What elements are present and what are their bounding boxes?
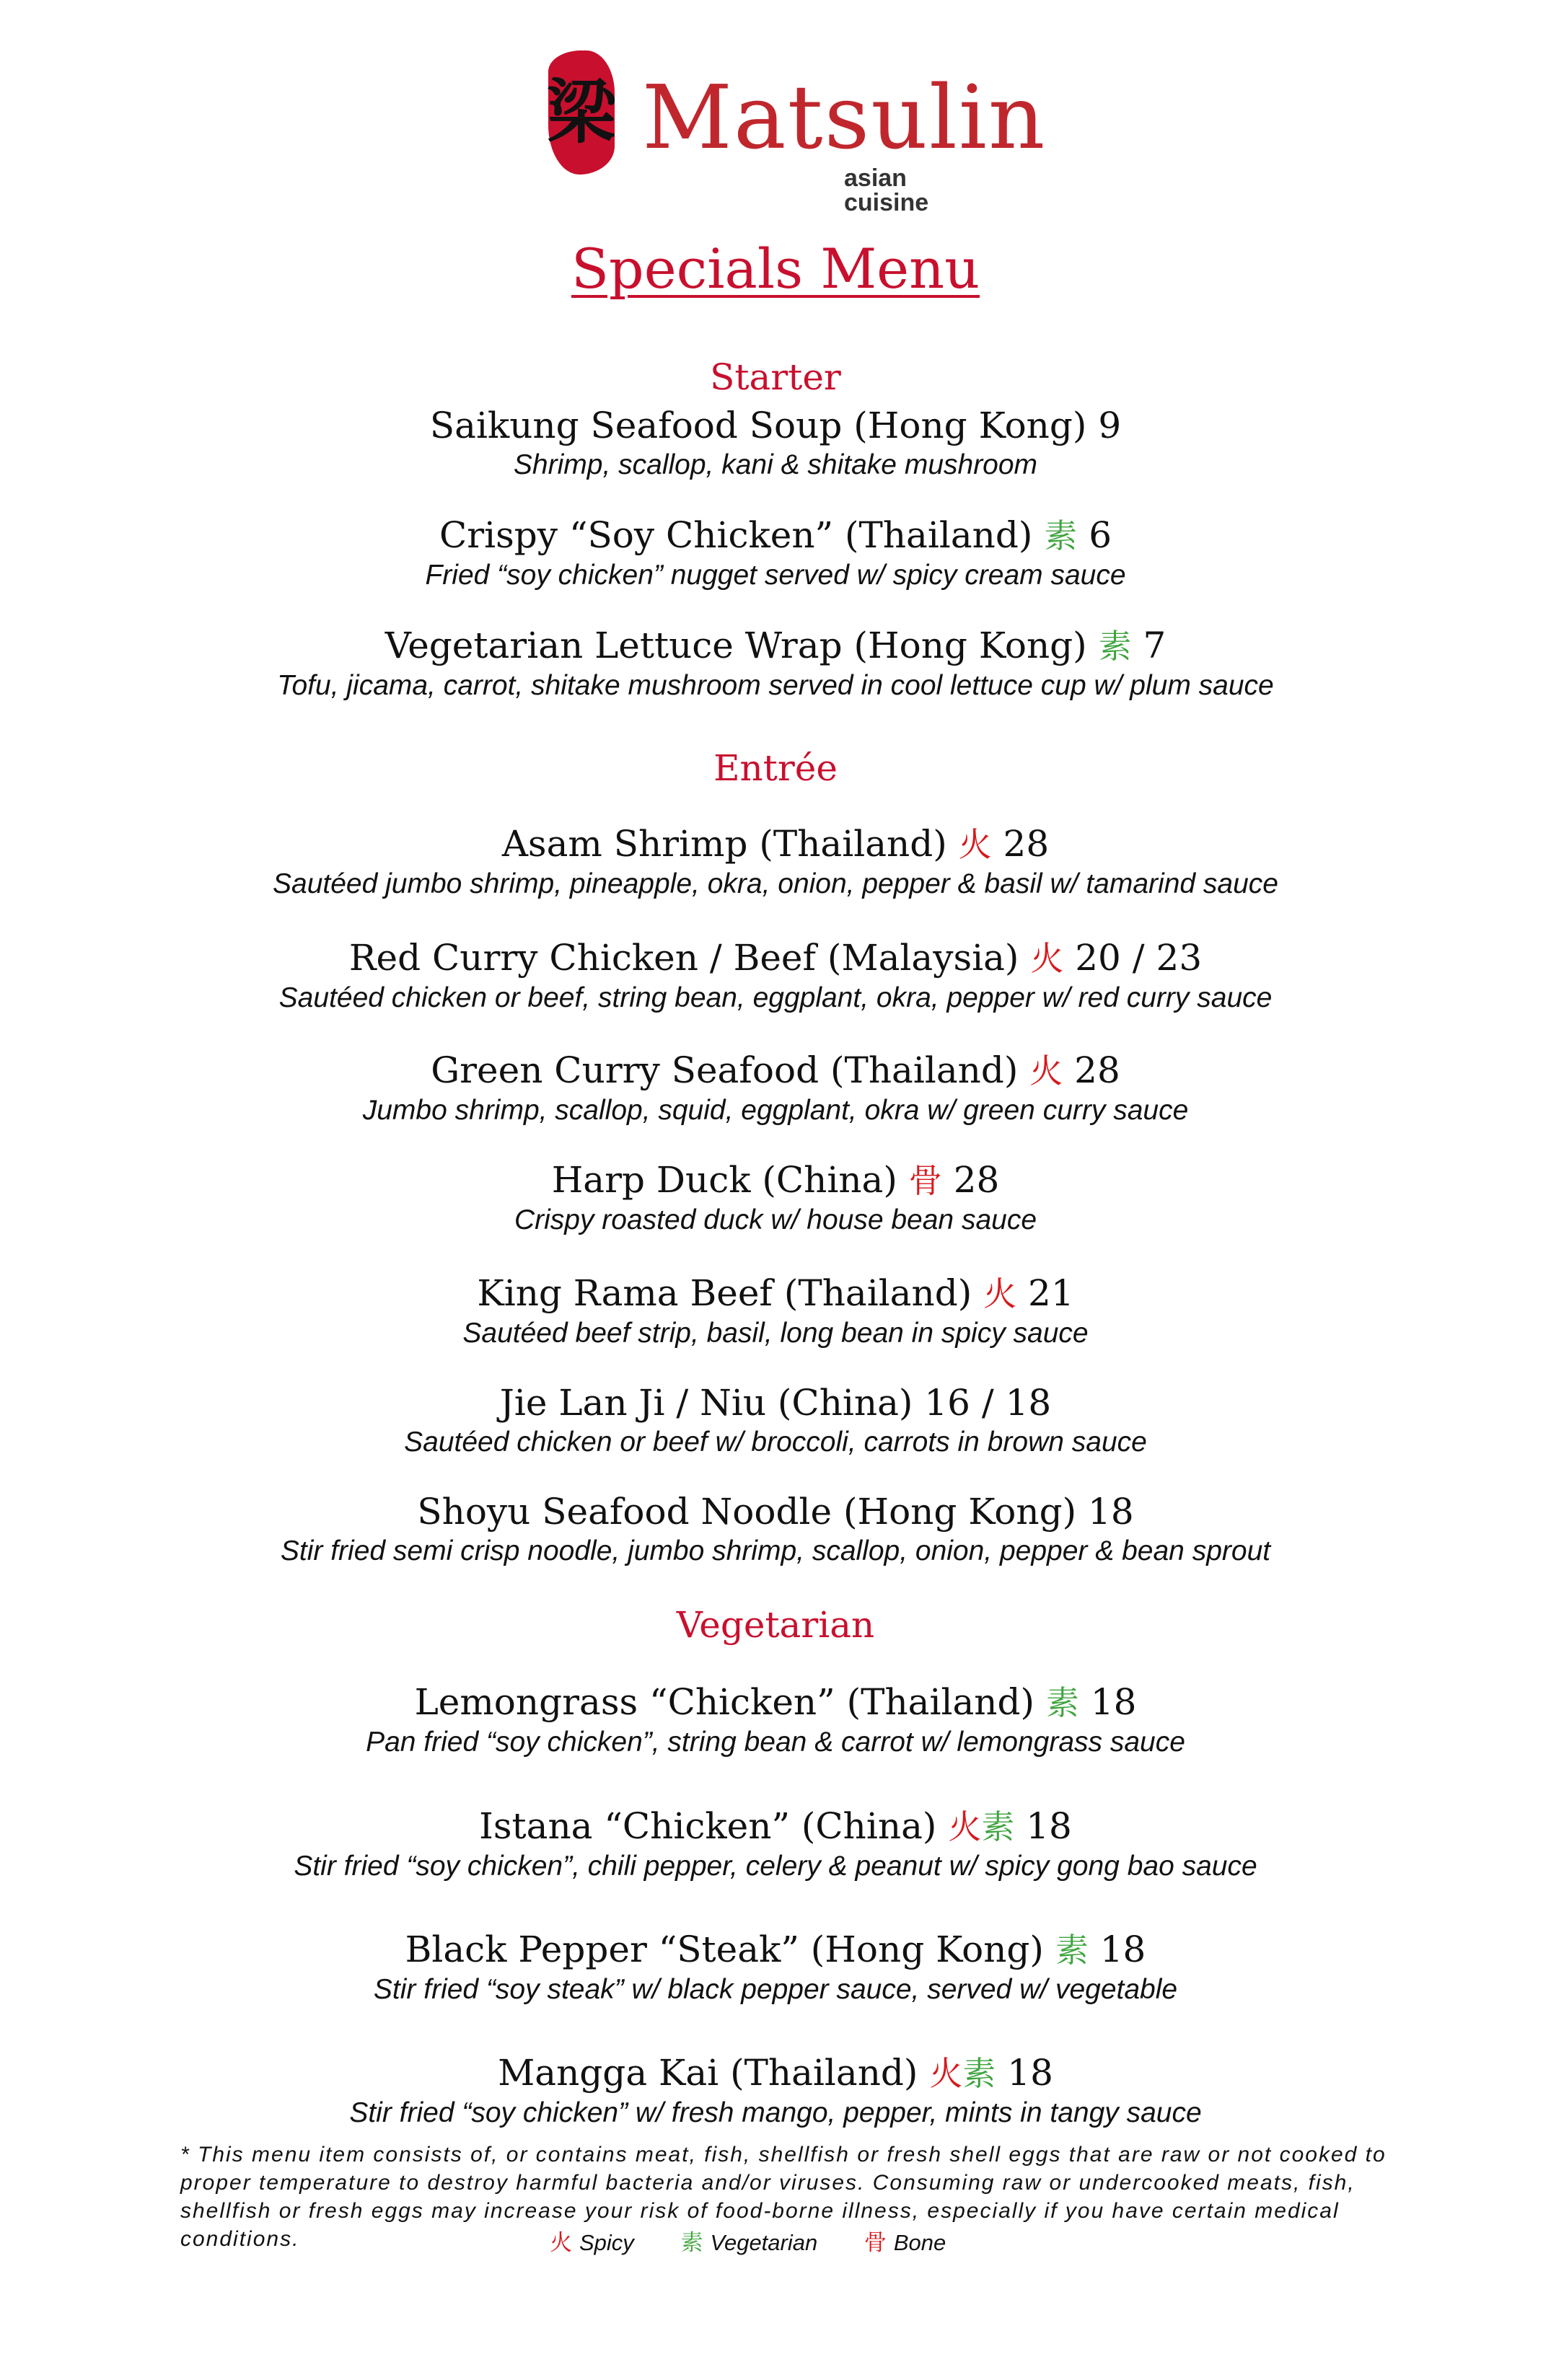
menu-item-price: 18 [1007, 2052, 1053, 2094]
menu-item-price: 28 [953, 1159, 1000, 1201]
menu-item-price: 18 [1099, 1929, 1146, 1970]
menu-item-title [0, 1928, 1551, 1972]
menu-item-price: 18 [1090, 1681, 1137, 1723]
menu-item-name: Asam Shrimp (Thailand) [501, 823, 947, 865]
menu-item [0, 936, 1551, 1016]
menu-item-name: Green Curry Seafood (Thailand) [431, 1049, 1019, 1091]
menu-item-description: Shrimp, scallop, kani & shitake mushroom [513, 449, 1038, 480]
menu-item [0, 624, 1551, 704]
spicy-icon: 火 [948, 1807, 982, 1846]
menu-item-title [0, 1158, 1551, 1202]
menu-item [0, 1804, 1551, 1885]
menu-item-description: Sautéed chicken or beef, string bean, eggplant, okra, pepper w/ red curry sauce [278, 982, 1273, 1013]
vegetarian-icon: 素 [1098, 627, 1132, 666]
legend-bone [864, 2230, 946, 2255]
spicy-icon: 火 [1030, 939, 1064, 978]
spicy-icon: 火 [929, 2054, 963, 2093]
menu-item-name: Crispy “Soy Chicken” (Thailand) [439, 514, 1033, 556]
menu-item-description: Jumbo shrimp, scallop, squid, eggplant, okra w/ green curry sauce [362, 1095, 1189, 1126]
menu-item-description: Stir fried “soy steak” w/ black pepper sauce, served w/ vegetable [373, 1974, 1178, 2005]
menu-item [0, 1049, 1551, 1129]
menu-item-name: Lemongrass “Chicken” (Thailand) [414, 1681, 1034, 1723]
menu-item-title [0, 1271, 1551, 1315]
menu-item-title [0, 822, 1551, 866]
menu-item-title [0, 936, 1551, 980]
spicy-icon: 火 [958, 825, 992, 864]
menu-item-title [0, 1049, 1551, 1093]
legend-vegetarian [680, 2230, 823, 2255]
menu-item-name: King Rama Beef (Thailand) [477, 1272, 972, 1314]
menu-item-description: Stir fried “soy chicken” w/ fresh mango, pepper, mints in tangy sauce [349, 2097, 1202, 2128]
menu-item-price: 7 [1143, 625, 1166, 666]
menu-item [0, 2051, 1551, 2131]
section-title-vegetarian: Vegetarian [676, 1604, 875, 1646]
menu-item-price: 28 [1074, 1049, 1120, 1091]
menu-item [0, 1928, 1551, 2008]
menu-item-price: 18 [1088, 1491, 1134, 1533]
vegetarian-icon: 素 [962, 2054, 996, 2093]
vegetarian-icon: 素 [981, 1807, 1015, 1846]
menu-item-price: 20 / 23 [1075, 937, 1203, 979]
menu-item-title [0, 2051, 1551, 2095]
menu-item-name: Harp Duck (China) [551, 1159, 897, 1201]
legend-label: Bone [893, 2230, 946, 2255]
menu-item-price: 16 / 18 [924, 1382, 1052, 1424]
menu-item-description: Crispy roasted duck w/ house bean sauce [514, 1204, 1037, 1235]
menu-item [0, 1271, 1551, 1352]
vegetarian-icon: 素 [680, 2230, 703, 2255]
section-title-starter: Starter [710, 356, 841, 398]
seal-logo-icon [548, 50, 615, 175]
restaurant-logo [547, 45, 1047, 216]
menu-item [0, 822, 1551, 902]
menu-item-name: Mangga Kai (Thailand) [498, 2052, 918, 2094]
section-title-entree: Entrée [713, 747, 838, 789]
health-disclaimer: * This menu item consists of, or contains meat, fish, shellfish or fresh shell eggs that are raw or not cooked to proper temperature to destroy harmful bacteria and/or viruses. Consuming raw or undercooked meats, fish, shellfish or fresh eggs may increase your risk of food-borne illness, especially if you have certain medical conditions. [180, 2143, 1387, 2251]
legend-label: Spicy [579, 2230, 634, 2255]
vegetarian-icon: 素 [1045, 1683, 1079, 1722]
menu-item-description: Tofu, jicama, carrot, shitake mushroom served in cool lettuce cup w/ plum sauce [277, 670, 1274, 701]
menu-item-price: 6 [1089, 514, 1112, 556]
menu-item-name: Saikung Seafood Soup (Hong Kong) [429, 405, 1087, 446]
menu-item-description: Sautéed jumbo shrimp, pineapple, okra, onion, pepper & basil w/ tamarind sauce [273, 868, 1278, 899]
vegetarian-icon: 素 [1055, 1931, 1089, 1970]
menu-item-name: Black Pepper “Steak” (Hong Kong) [405, 1929, 1044, 1970]
menu-item-price: 9 [1098, 405, 1122, 446]
menu-item-title [0, 1680, 1551, 1724]
bone-icon: 骨 [864, 2230, 887, 2255]
menu-item [0, 404, 1551, 483]
menu-item-name: Jie Lan Ji / Niu (China) [499, 1382, 913, 1424]
menu-item-description: Stir fried “soy chicken”, chili pepper, celery & peanut w/ spicy gong bao sauce [294, 1851, 1257, 1882]
menu-item-price: 18 [1026, 1805, 1072, 1847]
spicy-icon: 火 [1029, 1052, 1063, 1090]
menu-item-description: Sautéed chicken or beef w/ broccoli, carrots in brown sauce [404, 1427, 1147, 1458]
menu-item-price: 28 [1003, 823, 1050, 865]
menu-item-title [0, 1490, 1551, 1533]
menu-item-name: Vegetarian Lettuce Wrap (Hong Kong) [385, 625, 1087, 666]
icon-legend [550, 2224, 986, 2257]
menu-item-title [0, 1381, 1551, 1424]
menu-item-description: Stir fried semi crisp noodle, jumbo shrimp, scallop, onion, pepper & bean sprout [280, 1535, 1271, 1566]
menu-item-description: Fried “soy chicken” nugget served w/ spicy cream sauce [425, 560, 1126, 591]
menu-item-title [0, 404, 1551, 447]
brand-tagline: asian cuisine [844, 164, 929, 216]
menu-item-name: Shoyu Seafood Noodle (Hong Kong) [417, 1491, 1077, 1533]
menu-item [0, 1381, 1551, 1460]
menu-item [0, 514, 1551, 594]
menu-item [0, 1490, 1551, 1569]
bone-icon: 骨 [908, 1161, 942, 1200]
legend-spicy [550, 2230, 640, 2255]
menu-item-title [0, 624, 1551, 668]
page-title: Specials Menu [571, 237, 980, 301]
spicy-icon: 火 [550, 2230, 572, 2255]
vegetarian-icon: 素 [1044, 516, 1078, 555]
menu-item-description: Sautéed beef strip, basil, long bean in spicy sauce [462, 1318, 1089, 1349]
spicy-icon: 火 [983, 1274, 1017, 1313]
menu-item-name: Istana “Chicken” (China) [479, 1805, 937, 1847]
brand-name: Matsulin [642, 66, 1047, 169]
menu-item-name: Red Curry Chicken / Beef (Malaysia) [348, 937, 1019, 979]
menu-item [0, 1158, 1551, 1238]
menu-item-description: Pan fried “soy chicken”, string bean & carrot w/ lemongrass sauce [366, 1727, 1185, 1758]
legend-label: Vegetarian [710, 2230, 818, 2255]
menu-item [0, 1680, 1551, 1760]
menu-item-title [0, 514, 1551, 557]
menu-item-title [0, 1804, 1551, 1848]
seal-glyph: 梁 [547, 71, 616, 153]
menu-item-price: 21 [1028, 1272, 1074, 1314]
